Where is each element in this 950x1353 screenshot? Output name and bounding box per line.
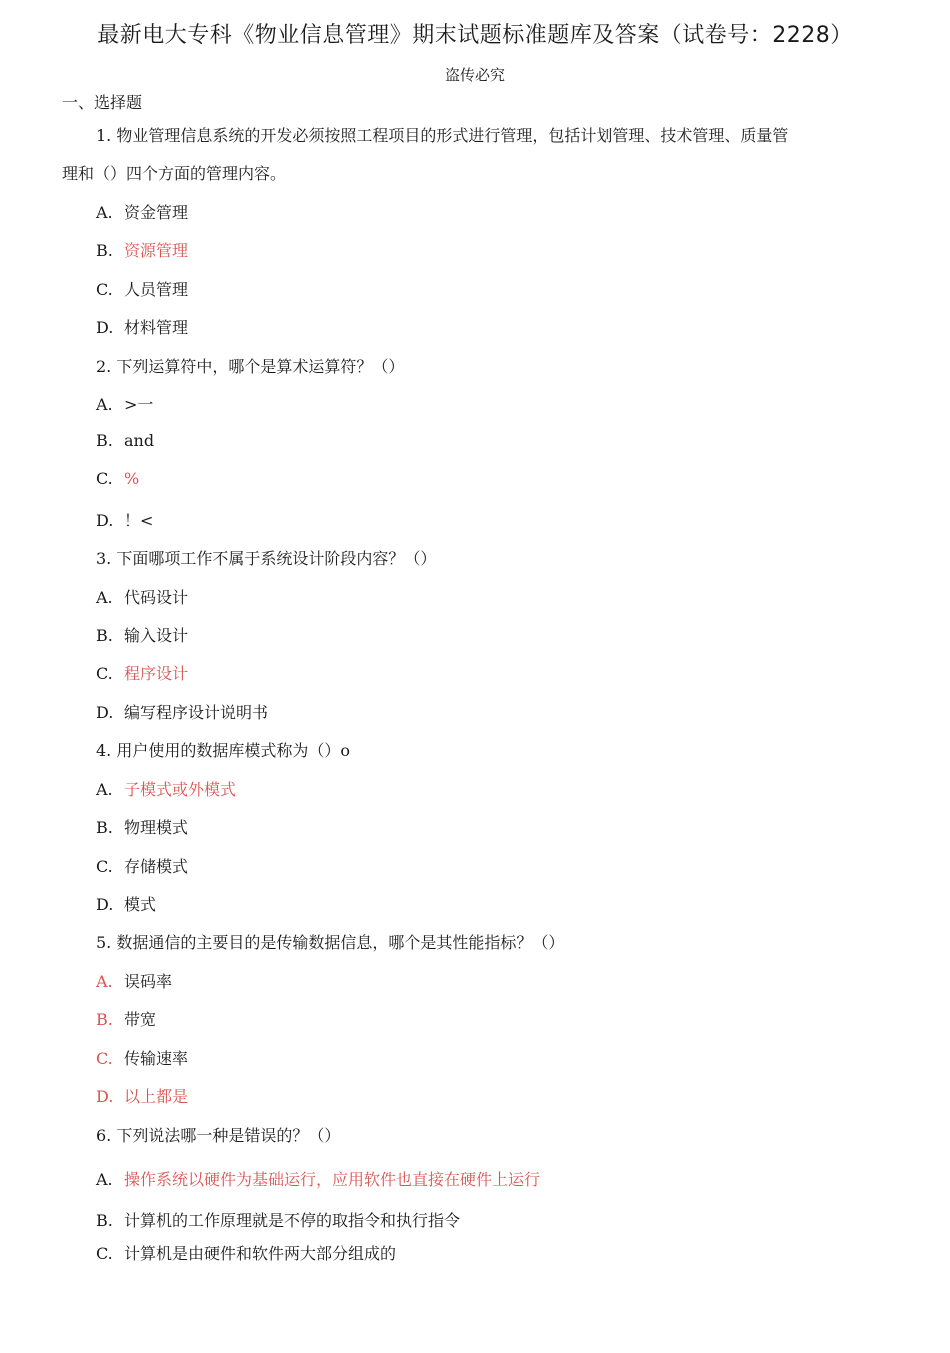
q3-option-c: C. 程序设计 [96, 664, 189, 683]
q3-option-a: A. 代码设计 [96, 588, 189, 607]
question-1-line-2: 理和（）四个方面的管理内容。 [62, 164, 287, 183]
q1-option-a: A. 资金管理 [96, 203, 189, 222]
q5-option-c: C. 传输速率 [96, 1049, 189, 1068]
q4-option-b: B. 物理模式 [96, 818, 189, 837]
document-title: 最新电大专科《物业信息管理》期末试题标准题库及答案（试卷号：2228） [97, 23, 853, 48]
question-4: 4. 用户使用的数据库模式称为（）o [96, 741, 350, 760]
q4-option-a: A. 子模式或外模式 [96, 780, 237, 799]
question-2: 2. 下列运算符中，哪个是算术运算符？（） [96, 357, 405, 376]
q3-option-b: B. 输入设计 [96, 626, 189, 645]
q6-option-c: C. 计算机是由硬件和软件两大部分组成的 [96, 1244, 397, 1263]
q5-option-b: B. 带宽 [96, 1010, 157, 1029]
q5-option-d: D. 以上都是 [96, 1087, 189, 1106]
question-3: 3. 下面哪项工作不属于系统设计阶段内容？（） [96, 549, 437, 568]
q2-option-b: B. and [96, 431, 155, 450]
q5-option-a: A. 误码率 [96, 972, 173, 991]
q4-option-d: D. 模式 [96, 895, 157, 914]
q2-option-c: C. % [96, 469, 140, 488]
q6-option-a: A. 操作系统以硬件为基础运行，应用软件也直接在硬件上运行 [96, 1170, 541, 1189]
q6-option-b: B. 计算机的工作原理就是不停的取指令和执行指令 [96, 1211, 461, 1230]
question-6: 6. 下列说法哪一种是错误的？（） [96, 1126, 341, 1145]
q1-option-b: B. 资源管理 [96, 241, 189, 260]
section-heading: 一、选择题 [62, 93, 143, 112]
question-1-line-1: 1. 物业管理信息系统的开发必须按照工程项目的形式进行管理，包括计划管理、技术管理、质量管 [96, 126, 789, 145]
q3-option-d: D. 编写程序设计说明书 [96, 703, 269, 722]
copyright-notice: 盗传必究 [444, 66, 505, 84]
question-5: 5. 数据通信的主要目的是传输数据信息，哪个是其性能指标？（） [96, 933, 565, 952]
q2-option-d: D. ！< [96, 511, 154, 530]
q1-option-c: C. 人员管理 [96, 280, 189, 299]
q1-option-d: D. 材料管理 [96, 318, 189, 337]
q4-option-c: C. 存储模式 [96, 857, 189, 876]
q2-option-a: A. >一 [96, 395, 154, 414]
